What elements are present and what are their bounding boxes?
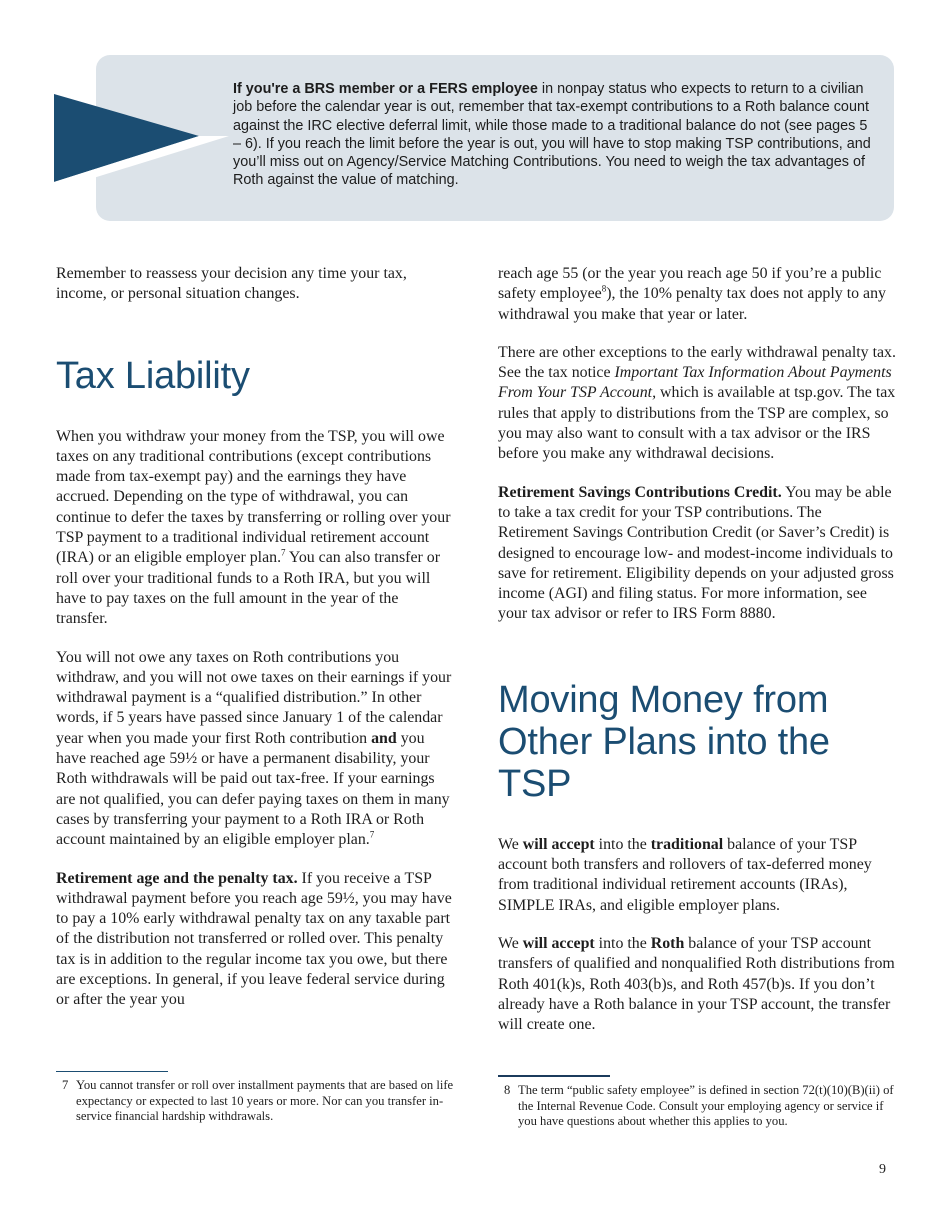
run-in-heading: Retirement age and the penalty tax. <box>56 869 298 887</box>
footnote-8 <box>498 1075 896 1130</box>
bold-text: Roth <box>650 934 685 952</box>
tax-liability-heading: Tax Liability <box>56 354 250 397</box>
footnote-text: You cannot transfer or roll over installment payments that are based on life expectancy or expected to last 10 years or more. Nor can you transfer in-service financial hardship withdrawals. <box>76 1078 454 1124</box>
footnote-ref-8: 8 <box>601 284 607 294</box>
bold-text: will accept <box>522 934 595 952</box>
page-number: 9 <box>879 1162 886 1177</box>
footnote-row <box>62 1078 454 1125</box>
text-run: You may be able to take a tax credit for your TSP contributions. The Retirement Savings Contribution Credit (or Saver’s Credit) is designed to encourage low- and modest-income individuals to save for retirement. Eligibility depends on your adjusted gross income (AGI) and filing status. For more information, see your tax advisor or refer to IRS Form 8880. <box>498 483 894 623</box>
penalty-tax-paragraph <box>56 869 454 1011</box>
text-run: If you receive a TSP withdrawal payment before you reach age 59½, you may have to pay a 10% early withdrawal penalty tax on any taxable part of the distribution not transferred or rolled over. This penalty tax is in addition to the regular income tax you owe, but there are exceptions. In general, if you leave federal service during or after the year you <box>56 869 452 1009</box>
left-column <box>56 264 454 1029</box>
run-in-heading: Retirement Savings Contributions Credit. <box>498 483 782 501</box>
callout-body: in nonpay status who expects to return to a civilian job before the calendar year is out, remember that tax-exempt contributions to a Roth balance count against the IRC elective deferral limit, while those made to a traditional balance do not (see pages 5 – 6). If you reach the limit before the year is out, you will have to stop making TSP contributions, and you’ll miss out on Agency/Service Matching Contributions. You need to weigh the tax advantages of Roth against the value of matching. <box>233 81 871 189</box>
moving-money-heading <box>498 679 896 805</box>
intro-paragraph: Remember to reassess your decision any time your tax, income, or personal situation changes. <box>56 265 407 303</box>
continued-paragraph <box>498 264 896 325</box>
traditional-transfers-paragraph <box>498 835 896 916</box>
text-run: which is available at tsp.gov. The tax rules that apply to distributions from the TSP are complex, so you may also want to consult with a tax advisor or the IRS before you make any withdrawal decisions. <box>498 384 896 463</box>
text-run: When you withdraw your money from the TSP, you will owe taxes on any traditional contributions (except contributions made from tax-exempt pay) and the earnings they have accrued. Depending on the type of withdrawal, you can continue to defer the taxes by transferring or rolling over your TSP payment to a traditional individual retirement account (IRA) or an eligible employer plan. <box>56 427 451 567</box>
text-run: We <box>498 934 523 952</box>
text-run: balance of your TSP account transfers of qualified and nonqualified Roth distributions from Roth 401(k)s, Roth 403(b)s, and Roth 457(b)s. If you don’t already have a Roth balance in your TSP account, the transfer will create one. <box>498 934 895 1034</box>
text-run: There are other exceptions to the early withdrawal penalty tax. See the tax notice <box>498 343 896 382</box>
text-run: You will not owe any taxes on Roth contributions you withdraw, and you will not owe taxes on their earnings if your withdrawal payment is a “qualified distribution.” In other words, if 5 years have passed since January 1 of the calendar year when you made your first Roth contribution <box>56 648 452 747</box>
exceptions-paragraph <box>498 343 896 465</box>
text-run: into the <box>594 934 651 952</box>
text-run: reach age 55 (or the year you reach age 50 if you’re a public safety employee <box>498 265 882 303</box>
heading-line: Moving Money from <box>498 678 829 721</box>
savers-credit-paragraph <box>498 483 896 625</box>
bold-text: traditional <box>650 835 724 853</box>
footnote-7 <box>56 1071 454 1125</box>
footnote-ref-7: 7 <box>369 829 375 840</box>
footnote-text: The term “public safety employee” is defined in section 72(t)(10)(B)(ii) of the Internal Revenue Code. Consult your employing agency or service if you have questions about whether this applies to you. <box>518 1083 894 1129</box>
heading-line: Other Plans into the TSP <box>498 720 830 805</box>
tax-liability-paragraph-2 <box>56 648 454 851</box>
italic-title: Important Tax Information About Payments From Your TSP Account, <box>498 364 892 402</box>
text-run: you have reached age 59½ or have a permanent disability, your Roth withdrawals will be paid out tax-free. If your earnings are not qualified, you can defer paying taxes on them in many cases by transferring your payment to a Roth IRA or Roth account maintained by an eligible employer plan. <box>56 729 450 849</box>
bold-text: and <box>371 729 397 747</box>
text-run: ), the 10% penalty tax does not apply to any withdrawal you make that year or later. <box>498 285 886 323</box>
footnote-row <box>504 1083 896 1130</box>
footnote-ref-7: 7 <box>281 548 286 559</box>
text-run: You can also transfer or roll over your traditional funds to a Roth IRA, but you will have to pay taxes on the full amount in the year of the transfer. <box>56 549 441 628</box>
callout-lead: If you're a BRS member or a FERS employee <box>233 81 538 97</box>
bold-text: will accept <box>522 835 595 853</box>
roth-transfers-paragraph <box>498 934 896 1035</box>
footnote-rule <box>498 1075 610 1077</box>
footnote-rule <box>56 1071 168 1072</box>
footnote-number: 7 <box>62 1078 69 1092</box>
callout-arrow-icon <box>54 94 229 184</box>
callout-text <box>233 80 873 190</box>
text-run: balance of your TSP account both transfers and rollovers of tax-deferred money from traditional individual retirement accounts (IRAs), SIMPLE IRAs, and eligible employer plans. <box>498 835 872 914</box>
right-column <box>498 264 896 1053</box>
tax-liability-paragraph-1 <box>56 427 454 630</box>
text-run: into the <box>594 835 651 853</box>
footnote-number: 8 <box>504 1083 511 1097</box>
text-run: We <box>498 835 523 853</box>
